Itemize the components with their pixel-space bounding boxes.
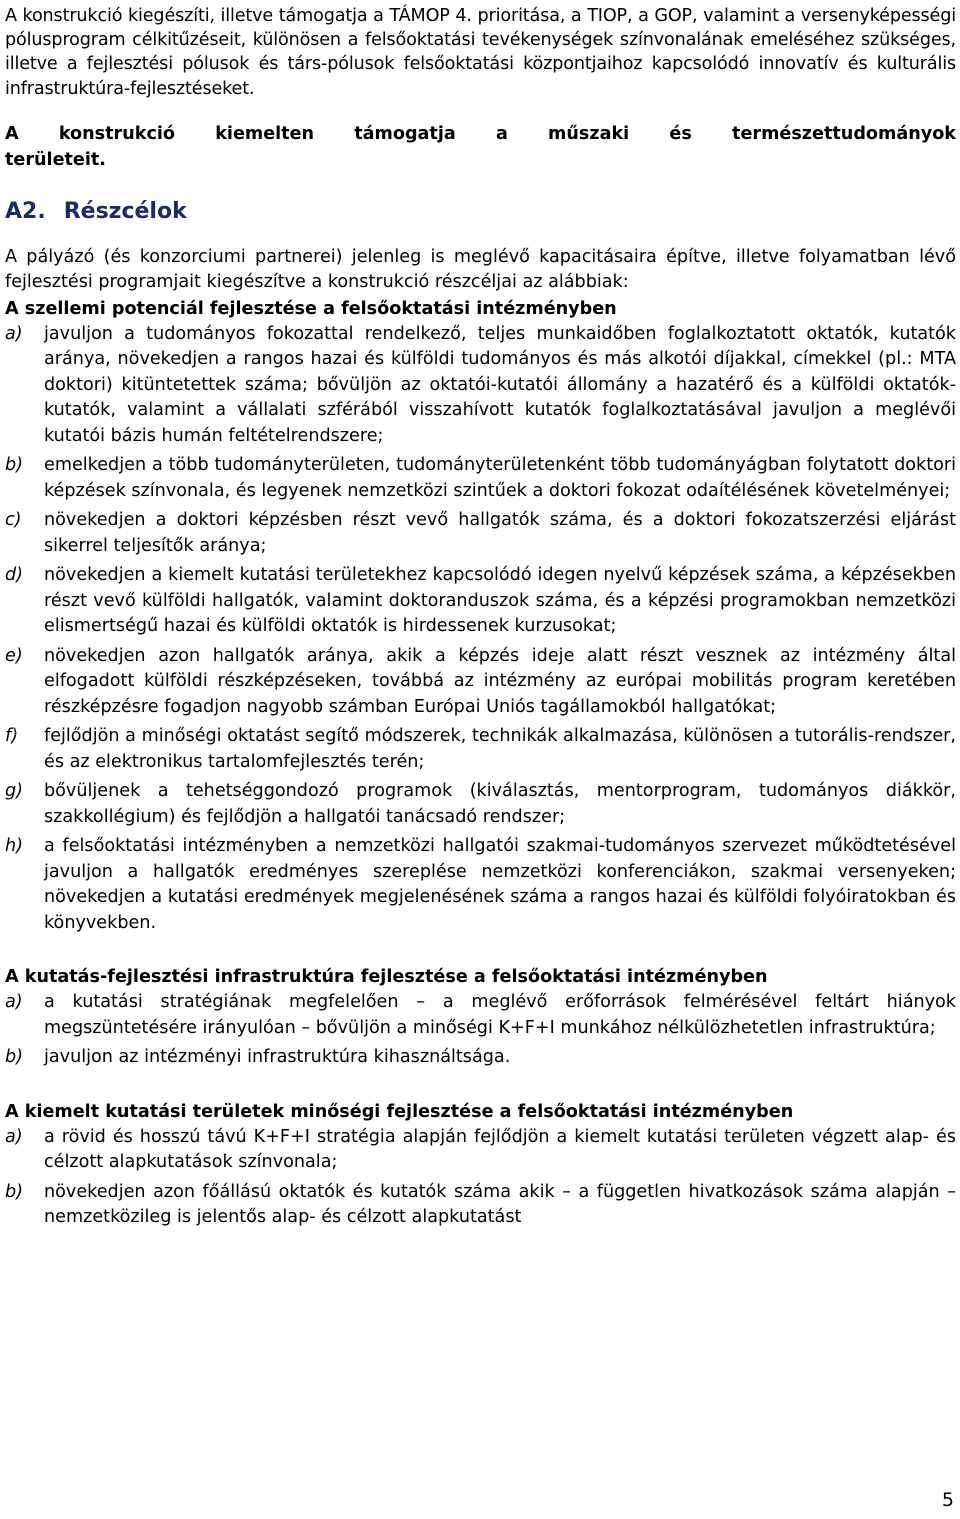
group-heading-rd-infrastructure: A kutatás-fejlesztési infrastruktúra fejlesztése a felsőoktatási intézményben [5,967,768,988]
lead-statement-line-2: területeit. [5,149,106,170]
group-list-priority-research [5,1125,956,1231]
page-number: 5 [941,1489,954,1511]
list-marker: e) [5,645,23,666]
group-heading-priority-research: A kiemelt kutatási területek minőségi fejlesztése a felsőoktatási intézményben [5,1101,794,1122]
subgoals-intro: A pályázó (és konzorciumi partnerei) jelenleg is meglévő kapacitásaira építve, illetve folyamatban lévő fejlesztési programjait kiegészítve a konstrukció részcéljai az alábbiak: [5,246,956,293]
list-item [5,834,956,936]
list-item-text: növekedjen azon főállású oktatók és kutatók száma akik – a független hivatkozások száma alapján – nemzetközileg is jelentős alap- és célzott alapkutatást [44,1181,956,1228]
list-item-text: a rövid és hosszú távú K+F+I stratégia alapján fejlődjön a kiemelt kutatási területen végzett alap- és célzott alapkutatások színvonala; [44,1126,956,1173]
list-item [5,508,956,559]
list-item [5,644,956,721]
section-number: A2. [5,198,46,224]
list-item [5,724,956,775]
list-item-text: növekedjen a kiemelt kutatási területekhez kapcsolódó idegen nyelvű képzések száma, a képzésekben részt vevő külföldi hallgatók, valamint doktoranduszok száma, és a képzési programokban nemzetközi elismertségű hazai és külföldi oktatók is hirdessenek kurzusokat; [44,565,956,637]
list-marker: a) [5,323,23,344]
list-marker: g) [5,781,24,802]
list-item-text: emelkedjen a több tudományterületen, tudományterületenként több tudományágban folytatott doktori képzések színvonala, és legyenek nemzetközi szintűek a doktori fokozat odaítélésének követelményei; [44,455,956,501]
list-marker: h) [5,836,24,857]
list-item [5,779,956,830]
list-marker: d) [5,565,24,586]
list-item [5,990,956,1041]
list-item-text: növekedjen azon hallgatók aránya, akik a képzés ideje alatt részt vesznek az intézmény által elfogadott külföldi részképzéseken, továbbá az intézmény az európai mobilitás program keretében részképzésre fogadjon nagyobb számban Európai Uniós tagállamokból hallgatókat; [44,645,956,717]
list-item-text: javuljon az intézményi infrastruktúra kihasználtsága. [44,1047,511,1068]
list-marker: a) [5,1126,23,1147]
group-heading-intellectual-potential: A szellemi potenciál fejlesztése a felsőoktatási intézményben [5,298,617,319]
list-item-text: bővüljenek a tehetséggondozó programok (kiválasztás, mentorprogram, tudományos diákkör, szakkollégium) és fejlődjön a hallgatói tanácsadó rendszer; [44,781,956,827]
list-item-text: növekedjen a doktori képzésben részt vevő hallgatók száma, és a doktori fokozatszerzési eljárást sikerrel teljesítők aránya; [44,510,956,556]
list-item [5,1180,956,1231]
list-marker: a) [5,992,23,1013]
document-page [5,4,956,1235]
list-item [5,1125,956,1176]
list-item [5,453,956,504]
list-marker: b) [5,1181,24,1202]
list-marker: b) [5,455,24,476]
lead-statement-line-1: A konstrukció kiemelten támogatja a műszaki és természettudományok [5,123,956,144]
group-list-rd-infrastructure [5,990,956,1071]
list-marker: b) [5,1047,24,1068]
lead-statement [5,121,956,173]
list-item [5,1045,956,1071]
list-item-text: fejlődjön a minőségi oktatást segítő módszerek, technikák alkalmazása, különösen a tutorális-rendszer, és az elektronikus tartalomfejlesztés terén; [44,726,956,772]
list-marker: c) [5,510,22,531]
section-title: Részcélok [63,198,187,224]
list-item-text: javuljon a tudományos fokozattal rendelkező, teljes munkaidőben foglalkoztatott oktatók, kutatók aránya, növekedjen a rangos hazai és külföldi tudományos és más alkotói díjakkal, címekkel (pl.: MTA doktori) kitüntetettek száma; bővüljön az oktatói-kutatói állomány a hazatérő és a külföldi oktatók-kutatók, valamint a vállalati szférából visszahívott kutatók foglalkoztatásával javuljon a meglévői kutatói bázis humán feltételrendszere; [44,323,956,446]
list-item [5,322,956,450]
list-marker: f) [5,726,19,747]
list-item-text: a felsőoktatási intézményben a nemzetközi hallgatói szakmai-tudományos szervezet működtetésével javuljon a hallgatók eredményes szereplése nemzetközi konferenciákon, szakmai versenyeken; növekedjen a kutatási eredmények megjelenésének száma a rangos hazai és külföldi folyóiratokban és könyvekben. [44,836,956,933]
section-heading [5,197,956,227]
list-item-text: a kutatási stratégiának megfelelően – a meglévő erőforrások felmérésével feltárt hiányok megszüntetésére irányulóan – bővüljön a minőségi K+F+I munkához nélkülözhetetlen infrastruktúra; [44,992,956,1038]
intro-paragraph: A konstrukció kiegészíti, illetve támogatja a TÁMOP 4. prioritása, a TIOP, a GOP, valamint a versenyképességi pólusprogram célkitűzéseit, különösen a felsőoktatási tevékenységek színvonalának emeléséhez szükséges, illetve a fejlesztési pólusok és társ-pólusok felsőoktatási központjaihoz kapcsolódó innovatív és kulturális infrastruktúra-fejlesztéseket. [5,6,956,99]
list-item [5,563,956,640]
group-list-intellectual-potential [5,322,956,937]
